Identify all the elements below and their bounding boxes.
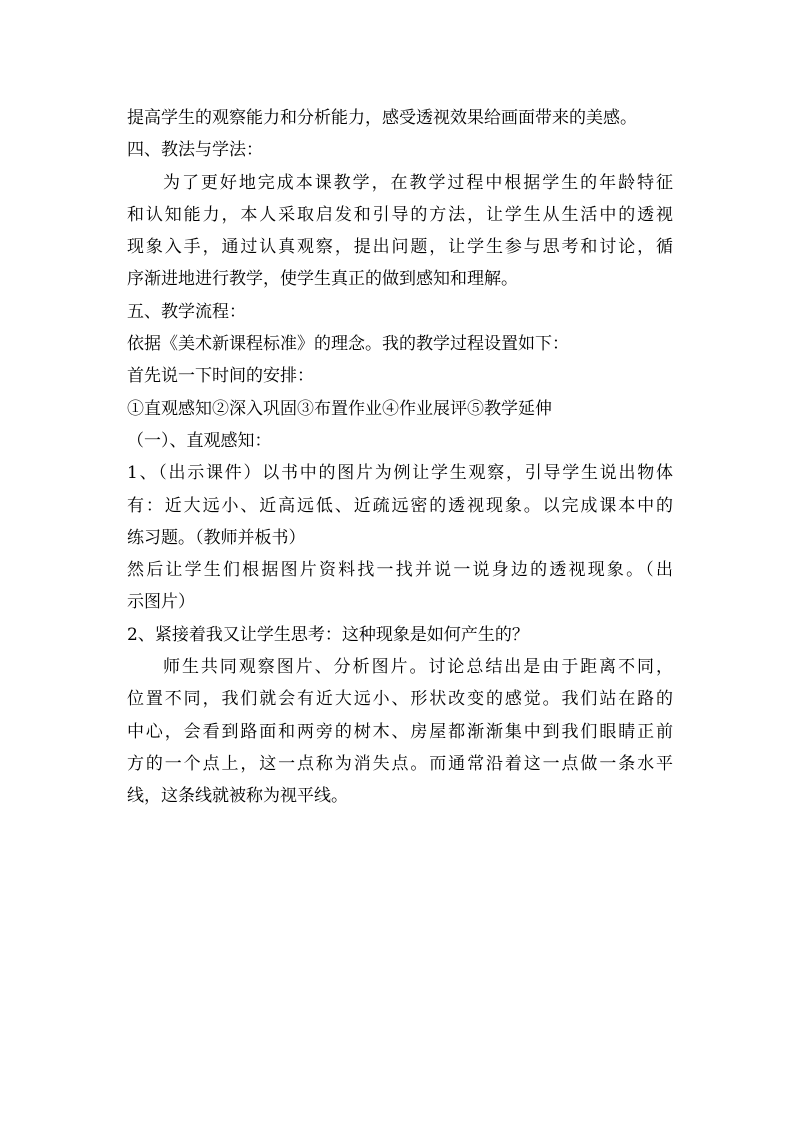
subsection-heading: （一）、直观感知：	[127, 430, 272, 451]
paragraph-line: 位置不同，我们就会有近大远小、形状改变的感觉。我们站在路的	[127, 689, 673, 710]
paragraph-line: 为了更好地完成本课教学，在教学过程中根据学生的年龄特征	[163, 172, 673, 193]
paragraph-line: 依据《美术新课程标准》的理念。我的教学过程设置如下：	[127, 334, 569, 355]
document-body	[127, 102, 673, 813]
paragraph-line: 线，这条线就被称为视平线。	[127, 786, 348, 807]
paragraph-line: 现象入手，通过认真观察，提出问题，让学生参与思考和讨论，循	[127, 237, 673, 258]
paragraph-line: 然后让学生们根据图片资料找一找并说一说身边的透视现象。（出	[127, 560, 673, 581]
step-list: ①直观感知②深入巩固③布置作业④作业展评⑤教学延伸	[127, 398, 552, 419]
paragraph-line: 有：近大远小、近高远低、近疏远密的透视现象。以完成课本中的	[127, 495, 673, 516]
section-heading: 五、教学流程：	[127, 301, 246, 322]
paragraph-line: 示图片）	[127, 592, 195, 613]
paragraph-line: 和认知能力，本人采取启发和引导的方法，让学生从生活中的透视	[127, 204, 673, 225]
paragraph-line: 2、紧接着我又让学生思考：这种现象是如何产生的？	[127, 624, 529, 645]
paragraph-line: 首先说一下时间的安排：	[127, 366, 314, 387]
paragraph-line: 练习题。（教师并板书）	[127, 527, 306, 548]
paragraph-line: 1、（出示课件）以书中的图片为例让学生观察，引导学生说出物体	[127, 463, 673, 484]
paragraph-line: 师生共同观察图片、分析图片。讨论总结出是由于距离不同，	[163, 657, 673, 678]
paragraph-line: 提高学生的观察能力和分析能力，感受透视效果给画面带来的美感。	[127, 108, 637, 128]
paragraph-line: 方的一个点上，这一点称为消失点。而通常沿着这一点做一条水平	[127, 753, 673, 774]
paragraph-line: 中心，会看到路面和两旁的树木、房屋都渐渐集中到我们眼睛正前	[127, 721, 673, 742]
paragraph-line: 序渐进地进行教学，使学生真正的做到感知和理解。	[127, 269, 518, 290]
section-heading: 四、教法与学法：	[127, 140, 263, 161]
